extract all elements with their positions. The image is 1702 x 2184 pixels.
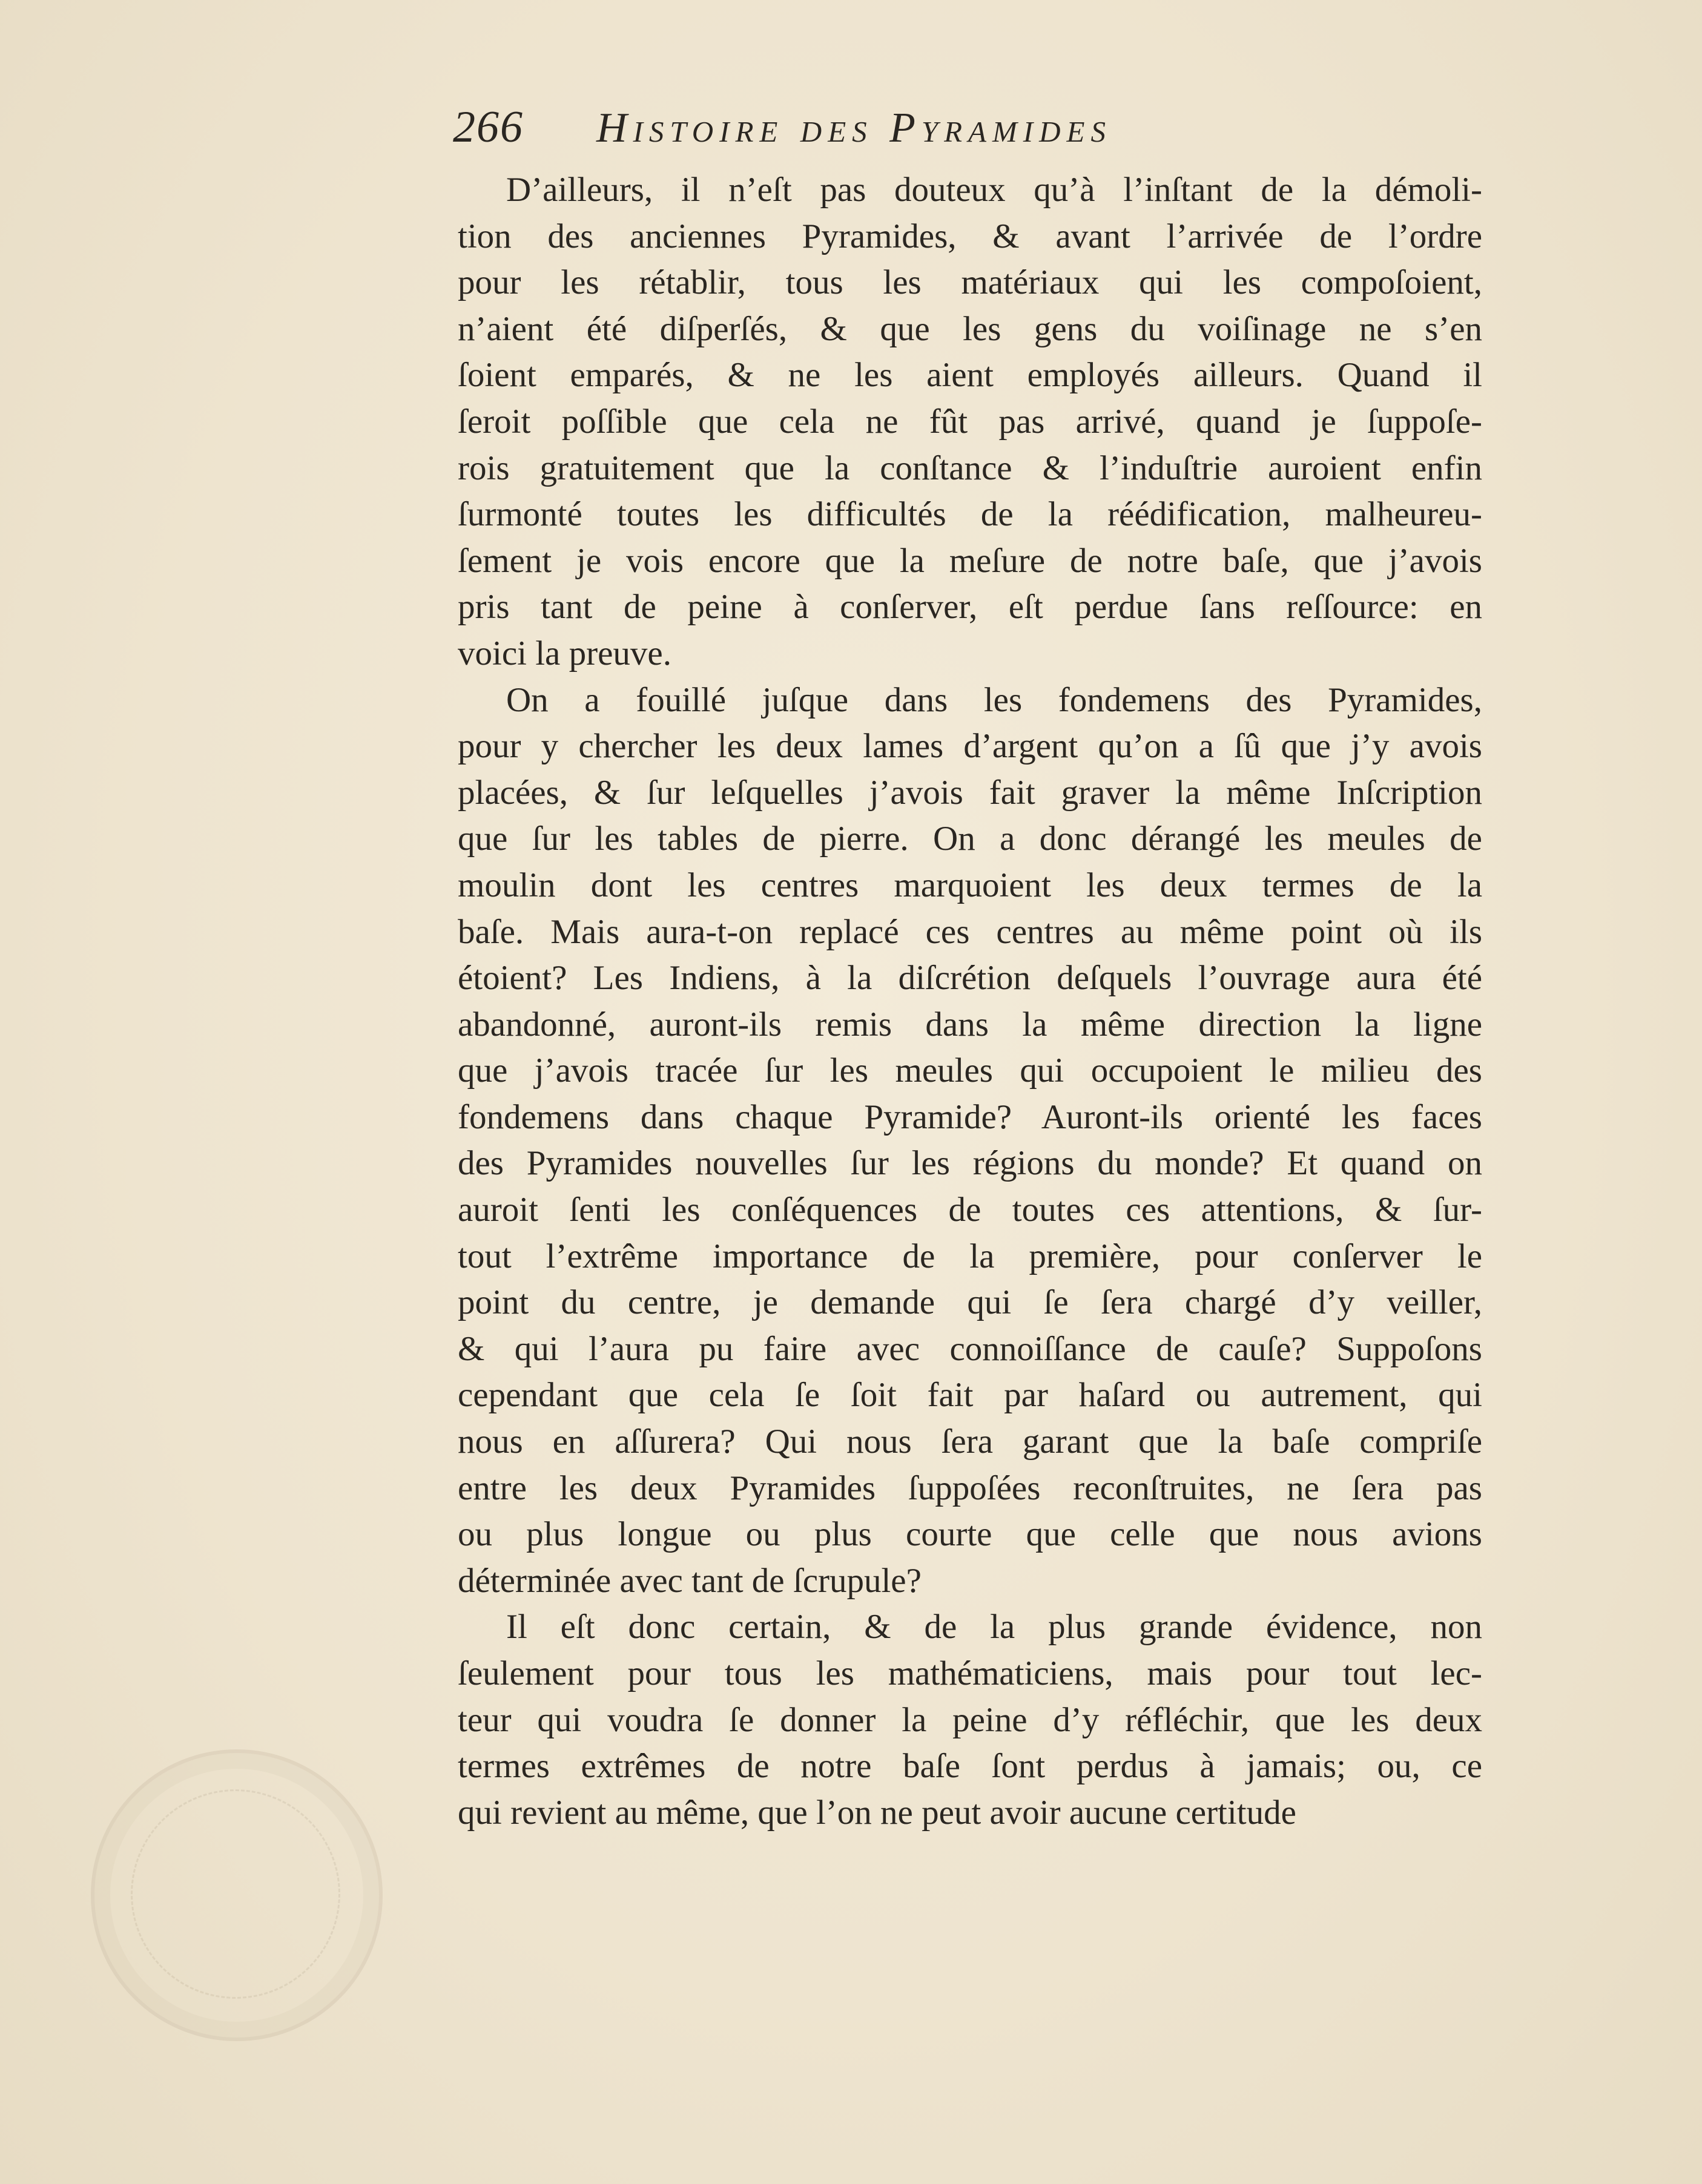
text-line: placées, & ſur leſquelles j’avois fait graver la même Inſcription <box>458 773 1482 812</box>
text-line: & qui l’aura pu faire avec connoiſſance de cauſe? Suppoſons <box>458 1329 1482 1368</box>
text-line: cependant que cela ſe ſoit fait par haſard ou autrement, qui <box>458 1376 1482 1415</box>
text-line: Il eſt donc certain, & de la plus grande évidence, non <box>506 1608 1482 1646</box>
library-stamp <box>91 1749 383 2041</box>
text-line: nous en aſſurera? Qui nous ſera garant que la baſe compriſe <box>458 1423 1482 1461</box>
text-line: ſeulement pour tous les mathématiciens, mais pour tout lec- <box>458 1654 1482 1692</box>
text-line: qui revient au même, que l’on ne peut avoir aucune certitude <box>458 1793 1296 1832</box>
text-line: fondemens dans chaque Pyramide? Auront-ils orienté les faces <box>458 1097 1482 1136</box>
text-line: déterminée avec tant de ſcrupule? <box>458 1561 922 1600</box>
text-line: pour y chercher les deux lames d’argent qu’on a ſû que j’y avois <box>458 727 1482 766</box>
text-line: point du centre, je demande qui ſe ſera chargé d’y veiller, <box>458 1283 1482 1322</box>
page-number: 266 <box>453 102 524 152</box>
text-line: teur qui voudra ſe donner la peine d’y réfléchir, que les deux <box>458 1700 1482 1739</box>
library-stamp-inner-ring <box>131 1789 340 1999</box>
paragraph <box>458 167 1482 677</box>
text-line: moulin dont les centres marquoient les deux termes de la <box>458 866 1482 904</box>
text-line: ſeroit poſſible que cela ne fût pas arrivé, quand je ſuppoſe- <box>458 402 1482 441</box>
text-line: que ſur les tables de pierre. On a donc dérangé les meules de <box>458 820 1482 858</box>
text-line: étoient? Les Indiens, à la diſcrétion deſquels l’ouvrage aura été <box>458 959 1482 998</box>
text-line: rois gratuitement que la conſtance & l’induſtrie auroient enfin <box>458 449 1482 487</box>
text-line: des Pyramides nouvelles ſur les régions du monde? Et quand on <box>458 1144 1482 1183</box>
text-line: baſe. Mais aura-t-on replacé ces centres au même point où ils <box>458 912 1482 951</box>
text-line: pris tant de peine à conſerver, eſt perdue ſans reſſource: en <box>458 588 1482 627</box>
body-text <box>458 167 1482 1836</box>
running-title: Histoire des Pyramides <box>596 105 1112 151</box>
text-line: tout l’extrême importance de la première, pour conſerver le <box>458 1237 1482 1275</box>
text-line: ſoient emparés, & ne les aient employés ailleurs. Quand il <box>458 356 1482 395</box>
text-line: entre les deux Pyramides ſuppoſées reconſtruites, ne ſera pas <box>458 1469 1482 1507</box>
text-line: n’aient été diſperſés, & que les gens du voiſinage ne s’en <box>458 309 1482 348</box>
text-line: ſurmonté toutes les difficultés de la réédification, malheureu- <box>458 495 1482 534</box>
text-line: tion des anciennes Pyramides, & avant l’arrivée de l’ordre <box>458 217 1482 255</box>
paragraph <box>458 677 1482 1605</box>
paragraph <box>458 1604 1482 1836</box>
text-line: D’ailleurs, il n’eſt pas douteux qu’à l’inſtant de la démoli- <box>506 171 1482 209</box>
text-line: voici la preuve. <box>458 634 671 673</box>
text-line: abandonné, auront-ils remis dans la même direction la ligne <box>458 1005 1482 1044</box>
text-line: termes extrêmes de notre baſe ſont perdus à jamais; ou, ce <box>458 1747 1482 1786</box>
text-line: que j’avois tracée ſur les meules qui occupoient le milieu des <box>458 1051 1482 1090</box>
text-line: ſement je vois encore que la meſure de notre baſe, que j’avois <box>458 541 1482 580</box>
text-line: pour les rétablir, tous les matériaux qui les compoſoient, <box>458 263 1482 302</box>
text-line: On a fouillé juſque dans les fondemens des Pyramides, <box>506 680 1482 719</box>
text-line: auroit ſenti les conſéquences de toutes ces attentions, & ſur- <box>458 1191 1482 1229</box>
text-line: ou plus longue ou plus courte que celle que nous avions <box>458 1515 1482 1554</box>
page-header <box>453 102 1361 162</box>
